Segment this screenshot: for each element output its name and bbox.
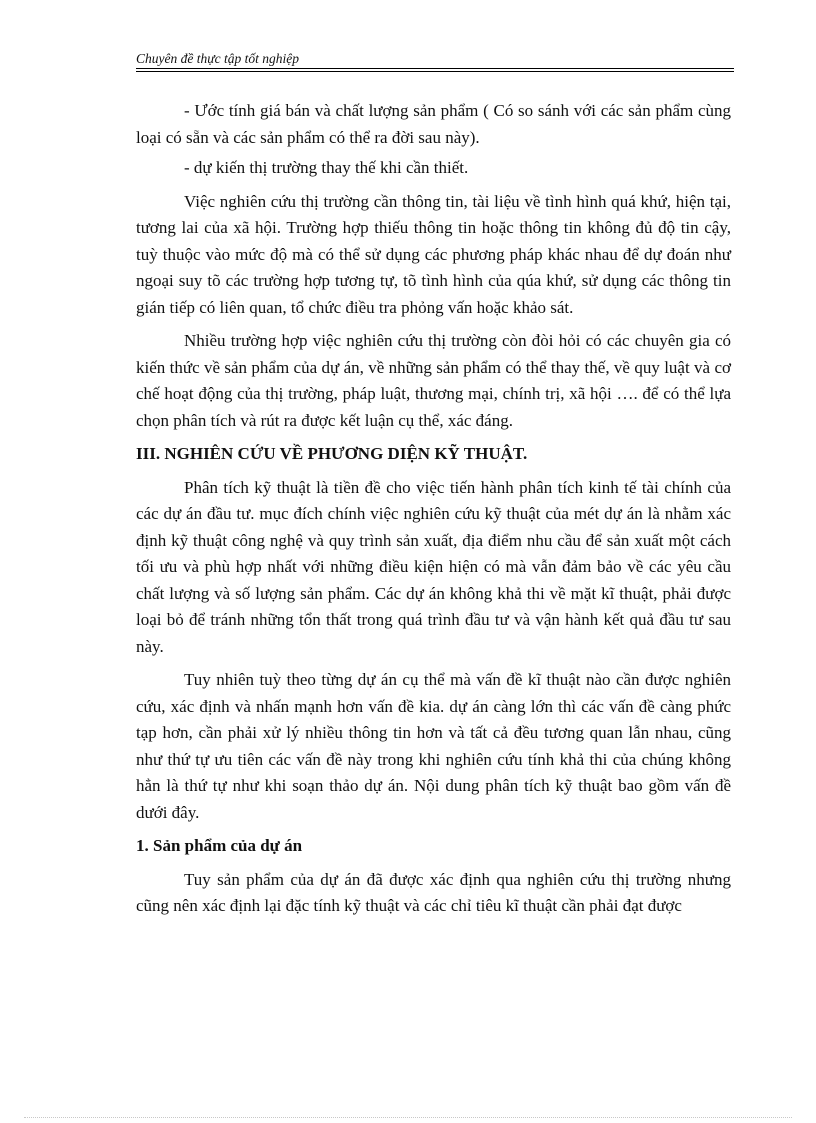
paragraph-project-dependent: Tuy nhiên tuỳ theo từng dự án cụ thể mà vấn đề kĩ thuật nào cần được nghiên cứu, xác định và nhấn mạnh hơn vấn đề kia. dự án càng lớn thì các vấn đề càng phức tạp hơn, cần phải xử lý nhiều thông tin hơn và tất cả đều tương quan lẫn nhau, cũng như thứ tự ưu tiên các vấn đề này trong khi nghiên cứu tính khả thi của chúng không hẳn là thứ tự như khi soạn thảo dự án. Nội dung phân tích kỹ thuật bao gồm vấn đề dưới đây. [136,670,731,822]
paragraph-experts: Nhiều trường hợp việc nghiên cứu thị trường còn đòi hỏi có các chuyên gia có kiến thức về sản phẩm của dự án, về những sản phẩm có thể thay thế, về quy luật và cơ chế hoạt động của thị trường, pháp luật, thương mại, chính trị, xã hội …. để có thể lựa chọn phân tích và rút ra được kết luận cụ thể, xác đáng. [136,331,731,430]
section-heading-technical: III. NGHIÊN CỨU VỀ PHƯƠNG DIỆN KỸ THUẬT. [136,444,528,463]
paragraph-product: Tuy sản phẩm của dự án đã được xác định qua nghiên cứu thị trường nhưng cũng nên xác định lại đặc tính kỹ thuật và các chỉ tiêu kĩ thuật cần phải đạt được [136,869,731,915]
document-body [136,98,731,927]
paragraph-substitute-market: - dự kiến thị trường thay thế khi cần thiết. [184,158,469,177]
paragraph-market-research-info: Việc nghiên cứu thị trường cần thông tin, tài liệu về tình hình quá khứ, hiện tại, tương lai của xã hội. Trường hợp thiếu thông tin hoặc thông tin không đủ độ tin cậy, tuỳ thuộc vào mức độ mà có thể sử dụng các phương pháp khác nhau để dự đoán như ngoại suy tõ các trường hợp tương tự, tõ tình hình của qúa khứ, sử dụng các thông tin gián tiếp có liên quan, tổ chức điều tra phỏng vấn hoặc khảo sát. [136,191,731,317]
paragraph-price-quality: - Ước tính giá bán và chất lượng sản phẩm ( Có so sánh với các sản phẩm cùng loại có sẵn và các sản phẩm có thể ra đời sau này). [136,101,731,147]
page-bottom-border [24,1117,792,1118]
header-rule [136,68,734,72]
subsection-heading-product: 1. Sản phẩm của dự án [136,836,303,855]
page-header: Chuyên đề thực tập tốt nghiệp [136,51,299,66]
paragraph-technical-analysis: Phân tích kỹ thuật là tiền đề cho việc tiến hành phân tích kinh tế tài chính của các dự án đầu tư. mục đích chính việc nghiên cứu kỹ thuật của mét dự án là nhằm xác định kỹ thuật công nghệ và quy trình sản xuất, địa điểm nhu cầu để sản xuất một cách tối ưu và phù hợp nhất với những điều kiện hiện có mà vẫn đảm bảo về các yêu cầu chất lượng và số lượng sản phẩm. Các dự án không khả thi về mặt kĩ thuật, phải được loại bỏ để tránh những tổn thất trong quá trình đầu tư và vận hành kết quả đầu tư sau này. [136,477,731,656]
